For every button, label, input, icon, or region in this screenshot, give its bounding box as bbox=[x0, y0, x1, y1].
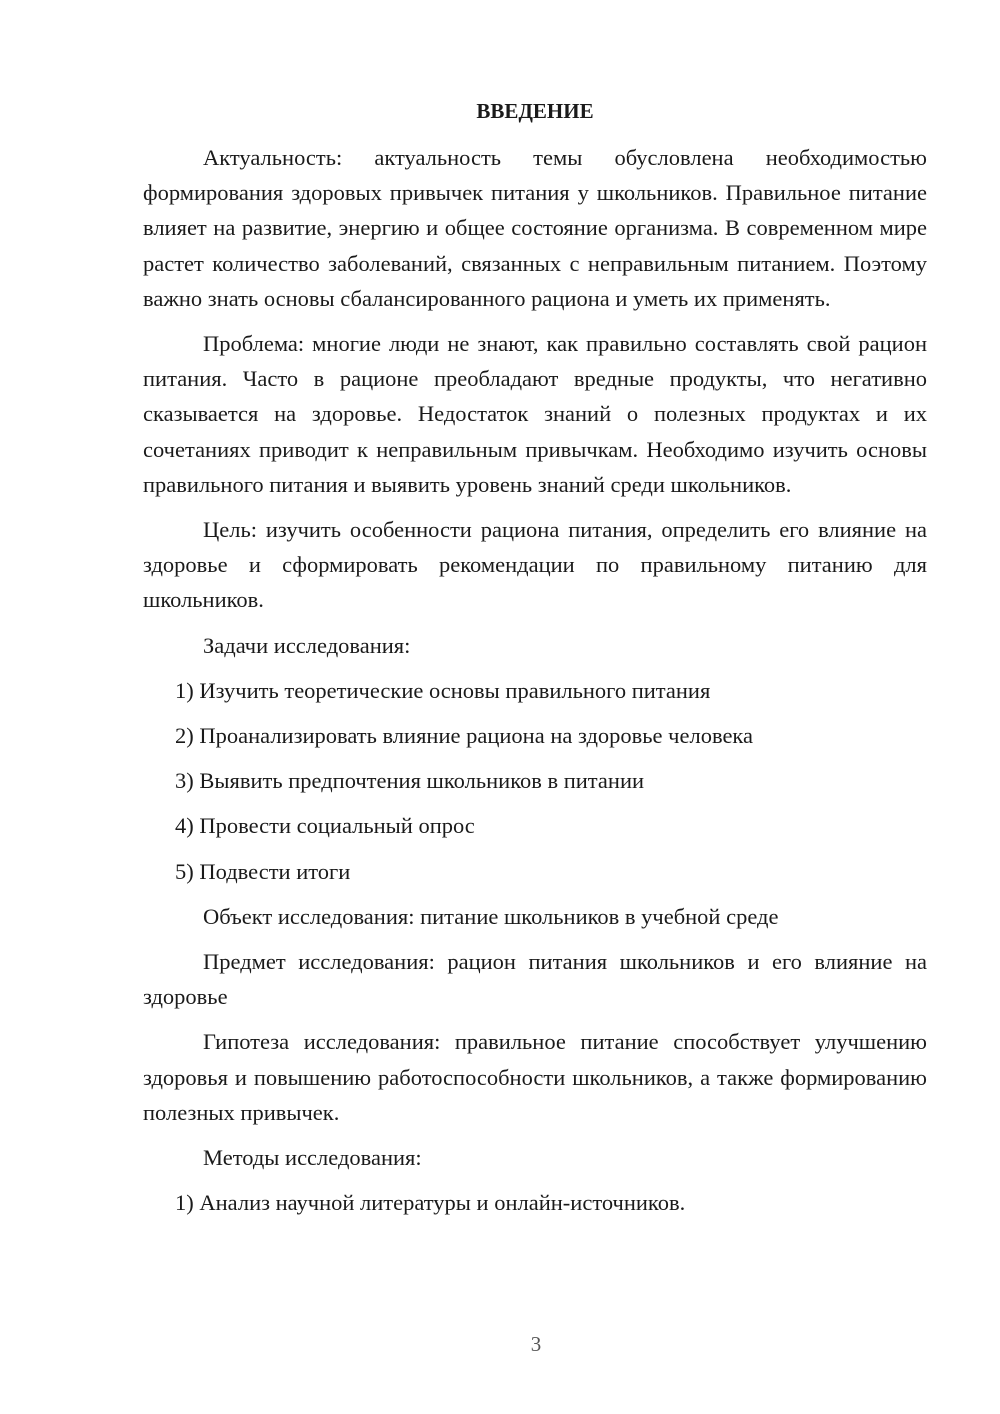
relevance-paragraph: Актуальность: актуальность темы обусловлена необходимостью формирования здоровых привычек питания у школьников. Правильное питание влияет на развитие, энергию и общее состояние организма. В современном мире растет количество заболеваний, связанных с неправильным питанием. Поэтому важно знать основы сбалансированного рациона и уметь их применять. bbox=[143, 145, 927, 311]
task-item: 4) Провести социальный опрос bbox=[175, 813, 475, 839]
task-item: 2) Проанализировать влияние рациона на здоровье человека bbox=[175, 723, 754, 749]
object-paragraph: Объект исследования: питание школьников в учебной среде bbox=[203, 903, 779, 929]
task-item: 1) Изучить теоретические основы правильного питания bbox=[175, 677, 711, 703]
page-number: 3 bbox=[530, 1332, 542, 1356]
page-body bbox=[143, 94, 927, 1230]
hypothesis-paragraph: Гипотеза исследования: правильное питание способствует улучшению здоровья и повышению работоспособности школьников, а также формированию полезных привычек. bbox=[143, 1029, 927, 1125]
tasks-heading: Задачи исследования: bbox=[203, 632, 411, 658]
task-item: 5) Подвести итоги bbox=[175, 858, 351, 884]
task-item: 3) Выявить предпочтения школьников в питании bbox=[175, 768, 645, 794]
methods-heading: Методы исследования: bbox=[203, 1145, 422, 1171]
subject-paragraph: Предмет исследования: рацион питания школьников и его влияние на здоровье bbox=[143, 949, 927, 1010]
problem-paragraph: Проблема: многие люди не знают, как правильно составлять свой рацион питания. Часто в рационе преобладают вредные продукты, что негативно сказывается на здоровье. Недостаток знаний о полезных продуктах и их сочетаниях приводит к неправильным привычкам. Необходимо изучить основы правильного питания и выявить уровень знаний среди школьников. bbox=[143, 331, 927, 497]
page-title: ВВЕДЕНИЕ bbox=[476, 99, 594, 123]
method-item: 1) Анализ научной литературы и онлайн-источников. bbox=[175, 1190, 686, 1216]
goal-paragraph: Цель: изучить особенности рациона питания, определить его влияние на здоровье и сформировать рекомендации по правильному питанию для школьников. bbox=[143, 517, 927, 613]
